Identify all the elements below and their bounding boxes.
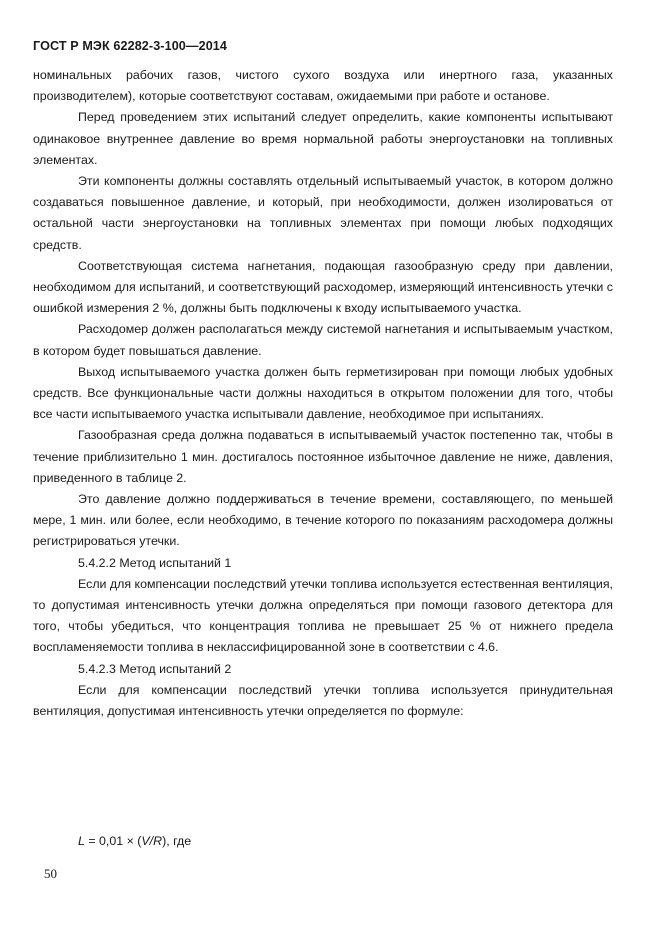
section-heading-method-2: 5.4.2.3 Метод испытаний 2 [78, 661, 232, 676]
document-header: ГОСТ Р МЭК 62282-3-100—2014 [33, 39, 228, 53]
formula-variable-v: V [141, 834, 150, 848]
paragraph-pressure-hold: Это давление должно поддерживаться в течение времени, составляющего, по меньшей мере, 1 мин. или более, если необходимо, в течение которого по показаниям расходомера должны регистрироваться утечки. [33, 492, 613, 549]
paragraph-forced-ventilation: Если для компенсации последствий утечки топлива используется принудительная вентиляция, допустимая интенсивность утечки определяется по формуле: [33, 682, 613, 719]
paragraph-flowmeter: Расходомер должен располагаться между системой нагнетания и испытываемым участком, в котором будет повышаться давление. [33, 322, 613, 358]
paragraph-components-pressure: Перед проведением этих испытаний следует определить, какие компоненты испытывают одинаковое внутреннее давление во время нормальной работы энергоустановки на топливных элементах. [33, 110, 613, 167]
paragraph-continuation: номинальных рабочих газов, чистого сухого воздуха или инертного газа, указанных производителем), которые соответствуют составам, ожидаемыми при работе и останове. [33, 68, 613, 104]
document-body [33, 65, 613, 722]
page-number: 50 [44, 866, 57, 881]
paragraph-test-section: Эти компоненты должны составлять отдельный испытываемый участок, в котором должно создаваться повышенное давление, и который, при необходимости, должен изолироваться от остальной части энергоустановки на топливных элементах при помощи любых подходящих средств. [33, 174, 613, 252]
formula-slash: / [149, 834, 154, 848]
paragraph-natural-ventilation: Если для компенсации последствий утечки топлива используется естественная вентиляция, то допустимая интенсивность утечки должна определяться при помощи газового детектора для того, чтобы убедиться, что концентрация топлива не превышает 25 % от нижнего предела воспламеняемости топлива в неклассифицированной зоне в соответствии с 4.6. [33, 576, 613, 655]
paragraph-gas-supply: Газообразная среда должна подаваться в испытываемый участок постепенно так, чтобы в течение приблизительно 1 мин. достигалось постоянное избыточное давление не ниже, давления, приведенного в таблице 2. [33, 428, 613, 485]
paragraph-pressurizing-system: Соответствующая система нагнетания, подающая газообразную среду при давлении, необходимом для испытаний, и соответствующий расходомер, измеряющий интенсивность утечки с ошибкой измерения 2 %, должны быть подключены к входу испытываемого участка. [33, 258, 613, 316]
section-heading-method-1: 5.4.2.2 Метод испытаний 1 [78, 555, 232, 570]
formula-variable-r: R [153, 834, 163, 848]
paragraph-outlet-sealing: Выход испытываемого участка должен быть герметизирован при помощи любых удобных средств. Все функциональные части должны находиться в открытом положении для того, чтобы все части испытываемого участка испытывали давление, необходимое при испытаниях. [33, 364, 613, 422]
leak-rate-formula [78, 831, 191, 852]
formula-expression: = 0,01 × ( [84, 834, 142, 848]
formula-tail: ), где [162, 834, 192, 848]
formula-variable-l: L [78, 834, 85, 848]
